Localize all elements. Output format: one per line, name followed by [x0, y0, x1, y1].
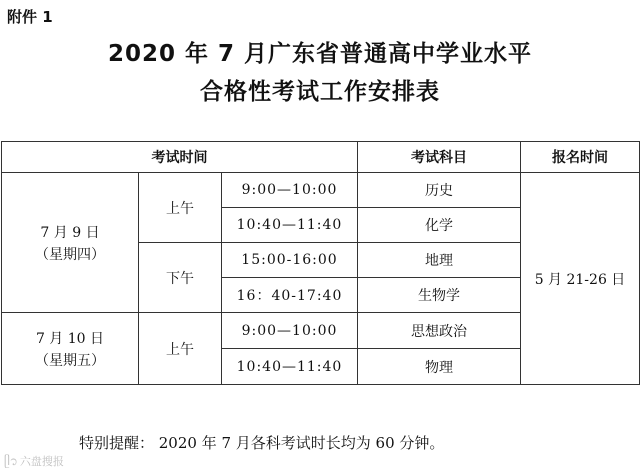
registration-cell: 5 月 21-26 日: [521, 173, 640, 385]
day-weekday: （星期五）: [35, 352, 105, 369]
exam-schedule-table: [1, 141, 640, 385]
subject-cell: 历史: [358, 173, 521, 208]
header-registration: 报名时间: [521, 142, 640, 173]
attachment-label: 附件 1: [7, 8, 53, 26]
header-exam-time: 考试时间: [2, 142, 358, 173]
period-cell: 上午: [139, 313, 222, 385]
subject-cell: 化学: [358, 208, 521, 243]
day-date: 7 月 9 日: [40, 224, 100, 241]
time-cell: 10:40—11:40: [222, 208, 358, 243]
table-header-row: [2, 142, 640, 173]
subject-cell: 思想政治: [358, 313, 521, 349]
day-cell: [2, 313, 139, 385]
period-cell: 上午: [139, 173, 222, 243]
time-cell: 10:40—11:40: [222, 349, 358, 385]
table-row: [2, 173, 640, 208]
day-date: 7 月 10 日: [35, 330, 105, 347]
subject-cell: 生物学: [358, 278, 521, 313]
time-cell: 16：40-17:40: [222, 278, 358, 313]
header-subject: 考试科目: [358, 142, 521, 173]
watermark-logo-icon: ᥫ᭡: [4, 454, 18, 468]
watermark: [4, 452, 64, 474]
day-cell: [2, 173, 139, 313]
day-weekday: （星期四）: [35, 246, 105, 263]
time-cell: 9:00—10:00: [222, 173, 358, 208]
page-title-line1: 2020 年 7 月广东省普通高中学业水平: [107, 41, 533, 67]
subject-cell: 地理: [358, 243, 521, 278]
page-title-line2: 合格性考试工作安排表: [200, 79, 440, 105]
subject-cell: 物理: [358, 349, 521, 385]
period-cell: 下午: [139, 243, 222, 313]
watermark-text: 六盘搜报: [19, 455, 64, 468]
time-cell: 15:00-16:00: [222, 243, 358, 278]
special-reminder-note: 特别提醒： 2020 年 7 月各科考试时长均为 60 分钟。: [79, 434, 445, 452]
time-cell: 9:00—10:00: [222, 313, 358, 349]
